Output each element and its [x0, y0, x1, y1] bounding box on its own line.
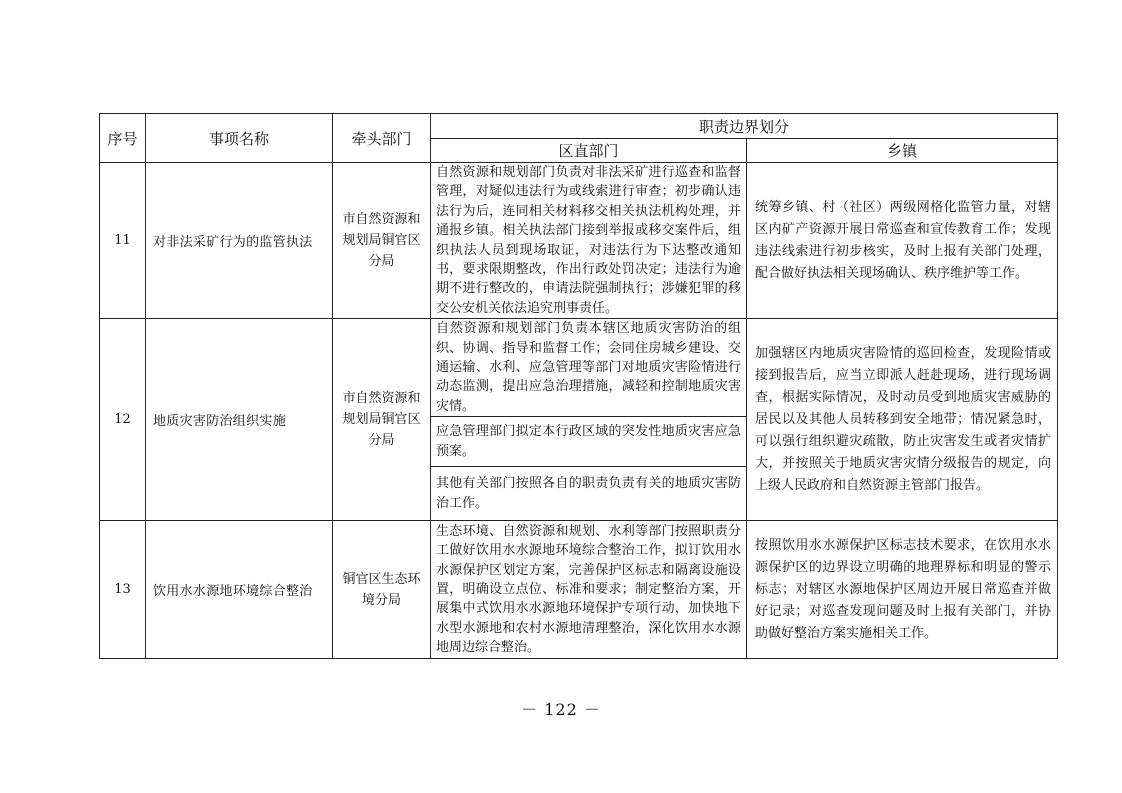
header-town: 乡镇 — [747, 139, 1058, 163]
header-name: 事项名称 — [146, 114, 333, 163]
header-division: 职责边界划分 — [431, 114, 1058, 139]
row-number: 11 — [100, 163, 146, 319]
town-duty: 加强辖区内地质灾害险情的巡回检查，发现险情或接到报告后，应当立即派人赶赴现场，进行现场调查，根据实际情况，及时动员受到地质灾害威胁的居民以及其他人员转移到安全地带；情况紧急时，可以强行组织避灾疏散，防止灾害发生或者灾情扩大，并按照关于地质灾害灾情分级报告的规定，向上级人民政府和自然资源主管部门报告。 — [747, 319, 1058, 521]
responsibility-table — [99, 113, 1058, 659]
lead-department: 市自然资源和规划局铜官区分局 — [333, 319, 431, 521]
row-number: 13 — [100, 521, 146, 659]
district-duty: 自然资源和规划部门负责对非法采矿进行巡查和监督管理，对疑似违法行为或线索进行审查；初步确认违法行为后，连同相关材料移交相关执法机构处理，并通报乡镇。相关执法部门接到举报或移交案件后，组织执法人员到现场取证，对违法行为下达整改通知书，要求限期整改，作出行政处罚决定；违法行为逾期不进行整改的，申请法院强制执行；涉嫌犯罪的移交公安机关依法追究刑事责任。 — [431, 163, 747, 319]
district-duty: 其他有关部门按照各自的职责负责有关的地质灾害防治工作。 — [431, 467, 747, 521]
lead-department: 铜官区生态环境分局 — [333, 521, 431, 659]
table-row — [100, 319, 1058, 417]
header-district: 区直部门 — [431, 139, 747, 163]
lead-department: 市自然资源和规划局铜官区分局 — [333, 163, 431, 319]
item-name: 饮用水水源地环境综合整治 — [146, 521, 333, 659]
district-duty: 生态环境、自然资源和规划、水利等部门按照职责分工做好饮用水水源地环境综合整治工作，拟订饮用水水源保护区划定方案，完善保护区标志和隔离设施设置，明确设立点位、标准和要求；制定整治方案，开展集中式饮用水水源地环境保护专项行动，加快地下水型水源地和农村水源地清理整治，深化饮用水水源地周边综合整治。 — [431, 521, 747, 659]
district-duty: 自然资源和规划部门负责本辖区地质灾害防治的组织、协调、指导和监督工作；会同住房城乡建设、交通运输、水利、应急管理等部门对地质灾害险情进行动态监测，提出应急治理措施，减轻和控制地质灾害灾情。 — [431, 319, 747, 417]
row-number: 12 — [100, 319, 146, 521]
district-duty: 应急管理部门拟定本行政区域的突发性地质灾害应急预案。 — [431, 417, 747, 467]
page-number: － 122 － — [521, 700, 601, 719]
town-duty: 统筹乡镇、村（社区）两级网格化监管力量，对辖区内矿产资源开展日常巡查和宣传教育工作；发现违法线索进行初步核实，及时上报有关部门处理，配合做好执法相关现场确认、秩序维护等工作。 — [747, 163, 1058, 319]
header-no: 序号 — [100, 114, 146, 163]
town-duty: 按照饮用水水源保护区标志技术要求，在饮用水水源保护区的边界设立明确的地理界标和明显的警示标志；对辖区水源地保护区周边开展日常巡查并做好记录；对巡查发现问题及时上报有关部门，并协助做好整治方案实施相关工作。 — [747, 521, 1058, 659]
table-row — [100, 521, 1058, 659]
header-lead: 牵头部门 — [333, 114, 431, 163]
item-name: 地质灾害防治组织实施 — [146, 319, 333, 521]
item-name: 对非法采矿行为的监管执法 — [146, 163, 333, 319]
table-row — [100, 163, 1058, 319]
